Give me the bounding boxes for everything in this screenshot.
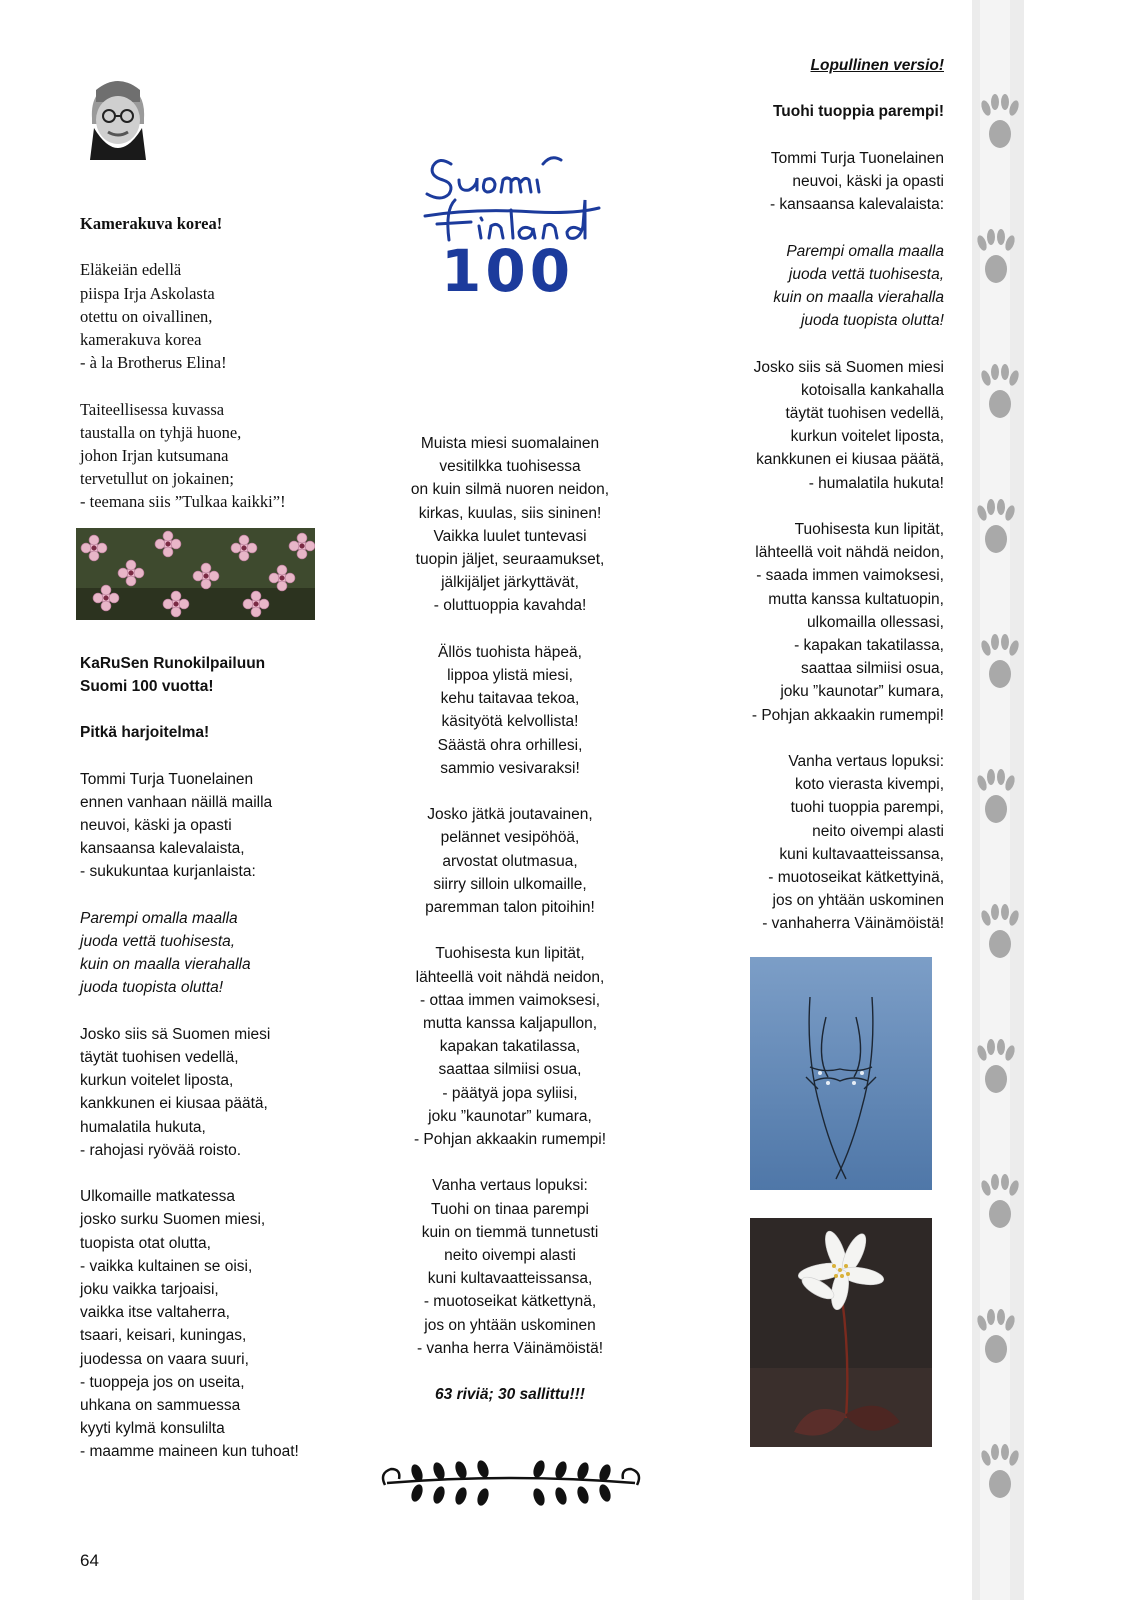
poem-line: jos on yhtään uskominen [772,892,944,910]
poem-line: kurkun voitelet liposta, [790,428,944,446]
poem-line: - ottaa immen vaimoksesi, [419,991,601,1009]
poem-line: kirkas, kuulas, siis sininen! [418,504,602,522]
poem-line: Josko siis sä Suomen miesi [80,1025,271,1043]
poem-stanza [80,768,350,884]
poem-line: - muotoseikat kätkettynä, [423,1293,597,1311]
poem-line: piispa Irja Askolasta [80,283,215,303]
poem-title: Kamerakuva korea! [80,214,223,233]
poem-line: kamerakuva korea [80,330,202,349]
poem-line: käsityötä kelvollista! [441,713,579,731]
logo-script-lettering [415,150,605,250]
poem-line: - saada immen vaimoksesi, [756,567,944,585]
poem-line: - sukukuntaa kurjanlaista: [80,863,256,881]
poem-line: - à la Brotherus Elina! [80,353,227,373]
poem-line: ennen vanhaan näillä mailla [80,793,273,811]
poem-title: Tuohi tuoppia parempi! [772,103,944,121]
poem-stanza-italic [80,907,350,1000]
poem-line: kuni kultavaatteissansa, [427,1270,593,1288]
poem-line: juoda vettä tuohisesta, [788,265,944,283]
poem-line: joku vaikka tarjoaisi, [80,1281,219,1299]
left-column [80,212,350,1464]
poem-line: saattaa silmiisi osua, [438,1061,582,1079]
poem-line: joku ”kaunotar” kumara, [428,1107,592,1125]
poem-line: lippoa ylistä miesi, [447,667,573,685]
poem-line: Tuohisesta kun lipität, [435,945,585,963]
poem-line: kyyti kylmä konsulilta [80,1420,225,1438]
poem-line: joku ”kaunotar” kumara, [780,683,944,701]
poem-line: arvostat olutmasua, [442,852,578,870]
right-column [700,54,944,936]
exercise-heading: Pitkä harjoitelma! [80,724,210,742]
poem-line: koto vierasta kivempi, [794,776,944,794]
poem-line: tuohi tuoppia parempi, [790,799,944,817]
poem-stanza [80,1185,350,1463]
poem-line: - vaikka kultainen se oisi, [80,1257,253,1275]
suomi-finland-100-logo [415,150,605,305]
poem-stanza [380,803,640,919]
poem-line: - kapakan takatilassa, [794,637,944,654]
poem-line: Vanha vertaus lopuksi: [432,1177,588,1195]
poem-stanza [380,432,640,618]
poem-stanza [700,356,944,495]
poem-line: vesitilkka tuohisessa [439,458,581,476]
middle-column [380,432,640,1406]
poem-line: - vanha herra Väinämöistä! [416,1339,604,1357]
poem-stanza [80,258,350,374]
heading-line: Suomi 100 vuotta! [80,677,214,695]
poem-line: mutta kanssa kaljapullon, [422,1015,598,1033]
poem-line: kuin on tiemmä tunnetusti [421,1223,599,1241]
poem-line: - tuoppeja jos on useita, [80,1373,245,1391]
poem-line: vaikka itse valtaherra, [80,1304,230,1322]
poem-line: kehu taitavaa tekoa, [440,690,580,708]
poem-line: Taiteellisessa kuvassa [80,399,225,419]
poem-line: neuvoi, käski ja opasti [792,172,944,190]
poem-stanza [80,1023,350,1162]
poem-line: Muista miesi suomalainen [420,435,600,452]
poem-line: Tuohisesta kun lipität, [794,520,944,538]
poem-line: täytät tuohisen vedellä, [80,1049,239,1066]
poem-line: tuopista otat olutta, [80,1234,211,1252]
poem-line: juoda tuopista olutta! [800,312,944,330]
poem-line: otettu on oivallinen, [80,306,213,326]
poem-line: Parempi omalla maalla [786,242,944,260]
poem-line: Tommi Turja Tuonelainen [770,149,944,167]
poem-line: kankkunen ei kiusaa päätä, [756,451,944,469]
grass-reflection-photo [750,957,932,1190]
poem-line: on kuin silmä nuoren neidon, [410,481,610,499]
poem-line: kuni kultavaatteissansa, [779,845,944,863]
poem-line: - humalatila hukuta! [808,474,944,492]
poem-line: - teemana siis ”Tulkaa kaikki”! [80,492,286,512]
poem-line: kotoisalla kankahalla [800,381,944,399]
poem-line: Säästä ohra orhillesi, [437,736,583,754]
poem-line: taustalla on tyhjä huone, [80,422,242,442]
poem-line: - Pohjan akkaakin rumempi! [751,706,944,724]
poem-stanza [380,942,640,1151]
poem-line: Eläkeiän edellä [80,260,182,280]
poem-line: - oluttuoppia kavahda! [433,597,587,615]
poem-line: lähteellä voit nähdä neidon, [415,968,605,986]
poem-line: juodessa on vaara suuri, [80,1350,249,1368]
poem-line: neito oivempi alasti [812,822,944,840]
author-portrait [82,68,154,160]
poem-line: jälkijäljet järkyttävät, [441,574,579,592]
poem-stanza [380,641,640,780]
logo-number: 100 [441,237,575,305]
line-count-note: 63 riviä; 30 sallittu!!! [435,1386,585,1404]
poem-line: - rahojasi ryövää roisto. [80,1141,242,1159]
poem-line: mutta kanssa kultatuopin, [768,590,944,608]
poem-line: kapakan takatilassa, [439,1038,581,1056]
poem-line: - muotoseikat kätkettyinä, [768,869,944,887]
poem-line: tuopin jäljet, seuraamukset, [415,551,605,569]
poem-line: johon Irjan kutsumana [80,446,229,465]
poem-line: Josko siis sä Suomen miesi [753,358,944,376]
poem-line: - maamme maineen kun tuhoat! [80,1443,299,1461]
poem-line: Tommi Turja Tuonelainen [80,770,254,788]
poem-line: tsaari, keisari, kuningas, [80,1327,247,1345]
poem-line: täytät tuohisen vedellä, [785,404,944,422]
poem-line: uhkana on sammuessa [80,1397,241,1415]
leaf-ornament-divider [377,1455,645,1511]
contest-heading [80,652,350,698]
poem-line: siirry silloin ulkomaille, [433,875,587,893]
poem-line: ulkomailla ollessasi, [807,613,944,631]
poem-line: sammio vesivaraksi! [440,759,580,777]
poem-stanza [80,398,350,514]
poem-line: Josko jätkä joutavainen, [427,806,593,824]
heading-line: KaRuSen Runokilpailuun [80,654,266,672]
poem-stanza [380,1174,640,1360]
paw-print-border [970,0,1050,1600]
poem-line: jos on yhtään uskominen [424,1316,596,1334]
poem-line: paremman talon pitoihin! [425,899,595,917]
poem-line: juoda tuopista olutta! [80,979,224,997]
poem-stanza [700,147,944,217]
poem-line: - kansaansa kalevalaista: [769,196,944,214]
poem-line: lähteellä voit nähdä neidon, [755,544,944,562]
final-version-note: Lopullinen versio! [810,57,944,74]
poem-line: kurkun voitelet liposta, [80,1072,234,1090]
poem-line: Ällös tuohista häpeä, [438,643,582,661]
poem-line: neito oivempi alasti [444,1247,576,1265]
page-number: 64 [80,1551,99,1570]
poem-line: josko surku Suomen miesi, [80,1211,266,1229]
poem-stanza [700,750,944,936]
poem-line: humalatila hukuta, [80,1118,206,1136]
poem-line: - päätyä jopa syliisi, [442,1084,578,1102]
poem-line: neuvoi, käski ja opasti [80,817,232,834]
poem-line: kansaansa kalevalaista, [80,840,245,858]
poem-line: Ulkomaille matkatessa [80,1188,236,1206]
poem-stanza [700,518,944,727]
poem-line: juoda vettä tuohisesta, [80,933,236,950]
poem-line: Vanha vertaus lopuksi: [788,753,944,770]
poem-line: - vanhaherra Väinämöistä! [762,915,944,933]
poem-line: Parempi omalla maalla [80,909,238,927]
poem-stanza-italic [700,240,944,333]
poem-line: Tuohi on tinaa parempi [431,1200,589,1218]
poem-line: kankkunen ei kiusaa päätä, [80,1095,268,1113]
white-flower-photo [750,1218,932,1447]
poem-line: saattaa silmiisi osua, [800,660,944,678]
poem-line: Vaikka luulet tuntevasi [433,527,587,545]
poem-line: pelännet vesipöhöä, [440,829,580,847]
poem-line: tervetullut on jokainen; [80,469,234,489]
poem-line: kuin on maalla vierahalla [773,288,944,306]
poem-line: kuin on maalla vierahalla [80,956,251,974]
poem-line: - Pohjan akkaakin rumempi! [413,1131,607,1149]
